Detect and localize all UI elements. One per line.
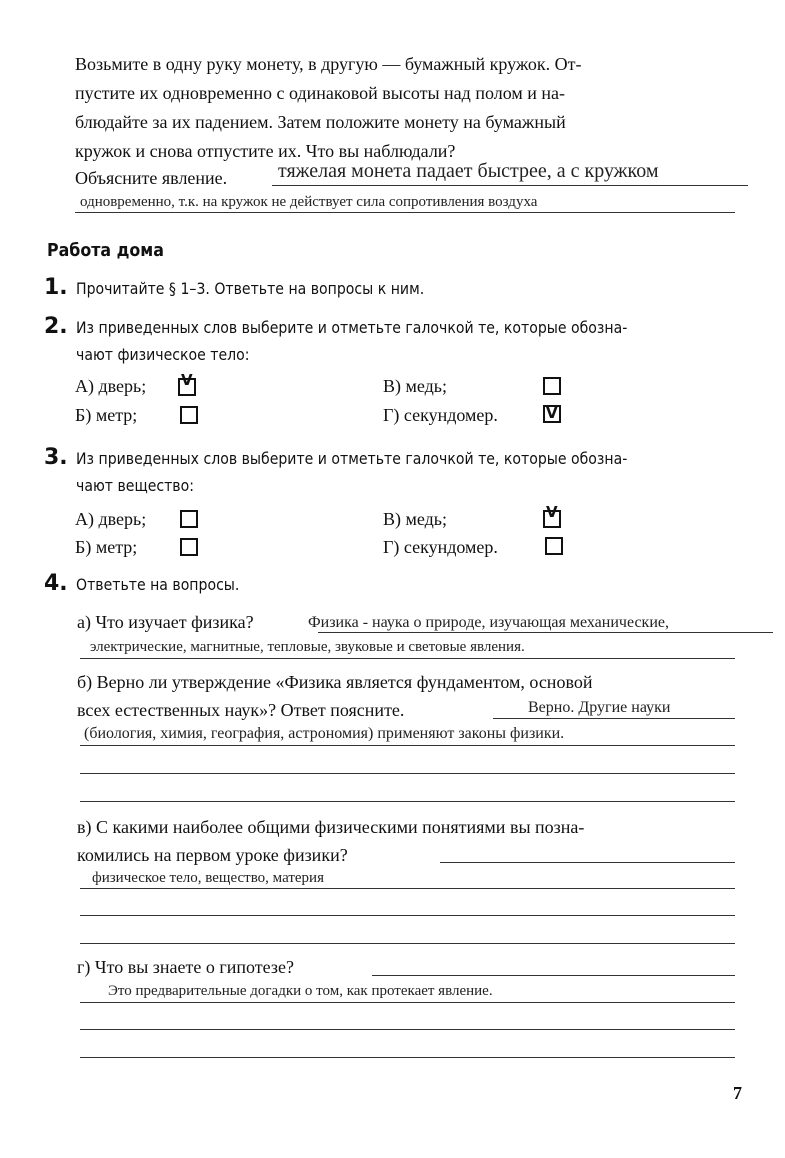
answer-line: [80, 915, 735, 916]
answer-line: [318, 632, 773, 633]
task-number: 3.: [44, 445, 68, 470]
option-label: В) медь;: [383, 376, 448, 396]
question-v: комились на первом уроке физики?: [77, 845, 348, 865]
task-text: Из приведенных слов выберите и отметьте галочкой те, которые обозна-: [76, 318, 628, 337]
check-mark-icon: V: [546, 503, 558, 521]
answer-line: [372, 975, 735, 976]
checkbox-checked[interactable]: [543, 405, 561, 423]
question-a: а) Что изучает физика?: [77, 612, 254, 632]
task-text: чают физическое тело:: [76, 345, 250, 364]
handwritten-answer: (биология, химия, география, астрономия) применяют законы физики.: [84, 725, 565, 742]
answer-line: [440, 862, 735, 863]
handwritten-answer: Физика - наука о природе, изучающая механические,: [308, 614, 669, 631]
answer-line: [75, 212, 735, 213]
intro-line: Возьмите в одну руку монету, в другую — бумажный кружок. От-: [75, 54, 582, 74]
intro-line: пустите их одновременно с одинаковой высоты над полом и на-: [75, 83, 565, 103]
checkbox-checked[interactable]: [543, 503, 561, 528]
answer-line: [80, 658, 735, 659]
task-text: Прочитайте § 1–3. Ответьте на вопросы к ним.: [76, 279, 425, 298]
question-v: в) С какими наиболее общими физическими понятиями вы позна-: [77, 817, 585, 837]
intro-prompt: Объясните явление.: [75, 168, 228, 188]
task-number: 4.: [44, 571, 68, 596]
handwritten-answer: электрические, магнитные, тепловые, звуковые и световые явления.: [90, 639, 525, 655]
option-label: Г) секундомер.: [383, 405, 498, 425]
handwritten-answer: одновременно, т.к. на кружок не действует сила сопротивления воздуха: [80, 194, 538, 210]
answer-line: [80, 745, 735, 746]
task-number: 2.: [44, 314, 68, 339]
question-b: всех естественных наук»? Ответ поясните.: [77, 700, 405, 720]
checkbox[interactable]: [180, 406, 198, 424]
question-b: б) Верно ли утверждение «Физика является фундаментом, основой: [77, 672, 593, 692]
checkbox-checked[interactable]: [178, 371, 196, 396]
handwritten-answer: тяжелая монета падает быстрее, а с кружком: [278, 160, 659, 182]
answer-line: [80, 1002, 735, 1003]
handwritten-answer: Верно. Другие науки: [528, 699, 671, 716]
check-mark-icon: V: [181, 371, 193, 389]
answer-line: [80, 1057, 735, 1058]
checkbox[interactable]: [545, 537, 563, 555]
checkbox[interactable]: [180, 510, 198, 528]
option-label: В) медь;: [383, 509, 448, 529]
handwritten-answer: физическое тело, вещество, материя: [92, 870, 324, 886]
answer-line: [80, 943, 735, 944]
option-label: А) дверь;: [75, 376, 147, 396]
checkbox[interactable]: [180, 538, 198, 556]
task-text: чают вещество:: [76, 476, 194, 495]
intro-line: блюдайте за их падением. Затем положите монету на бумажный: [75, 112, 566, 132]
task-number: 1.: [44, 275, 68, 300]
answer-line: [272, 185, 748, 186]
answer-line: [80, 801, 735, 802]
page-number: 7: [733, 1083, 742, 1103]
answer-line: [80, 1029, 735, 1030]
task-text: Из приведенных слов выберите и отметьте галочкой те, которые обозна-: [76, 449, 628, 468]
option-label: Б) метр;: [75, 537, 138, 557]
answer-line: [80, 888, 735, 889]
question-g: г) Что вы знаете о гипотезе?: [77, 957, 294, 977]
intro-line: кружок и снова отпустите их. Что вы наблюдали?: [75, 141, 456, 161]
section-title: Работа дома: [47, 240, 164, 261]
option-label: А) дверь;: [75, 509, 147, 529]
option-label: Г) секундомер.: [383, 537, 498, 557]
task-text: Ответьте на вопросы.: [76, 575, 240, 594]
answer-line: [80, 773, 735, 774]
check-mark-icon: V: [546, 404, 558, 422]
handwritten-answer: Это предварительные догадки о том, как протекает явление.: [108, 983, 493, 999]
checkbox[interactable]: [543, 377, 561, 395]
option-label: Б) метр;: [75, 405, 138, 425]
answer-line: [493, 718, 735, 719]
